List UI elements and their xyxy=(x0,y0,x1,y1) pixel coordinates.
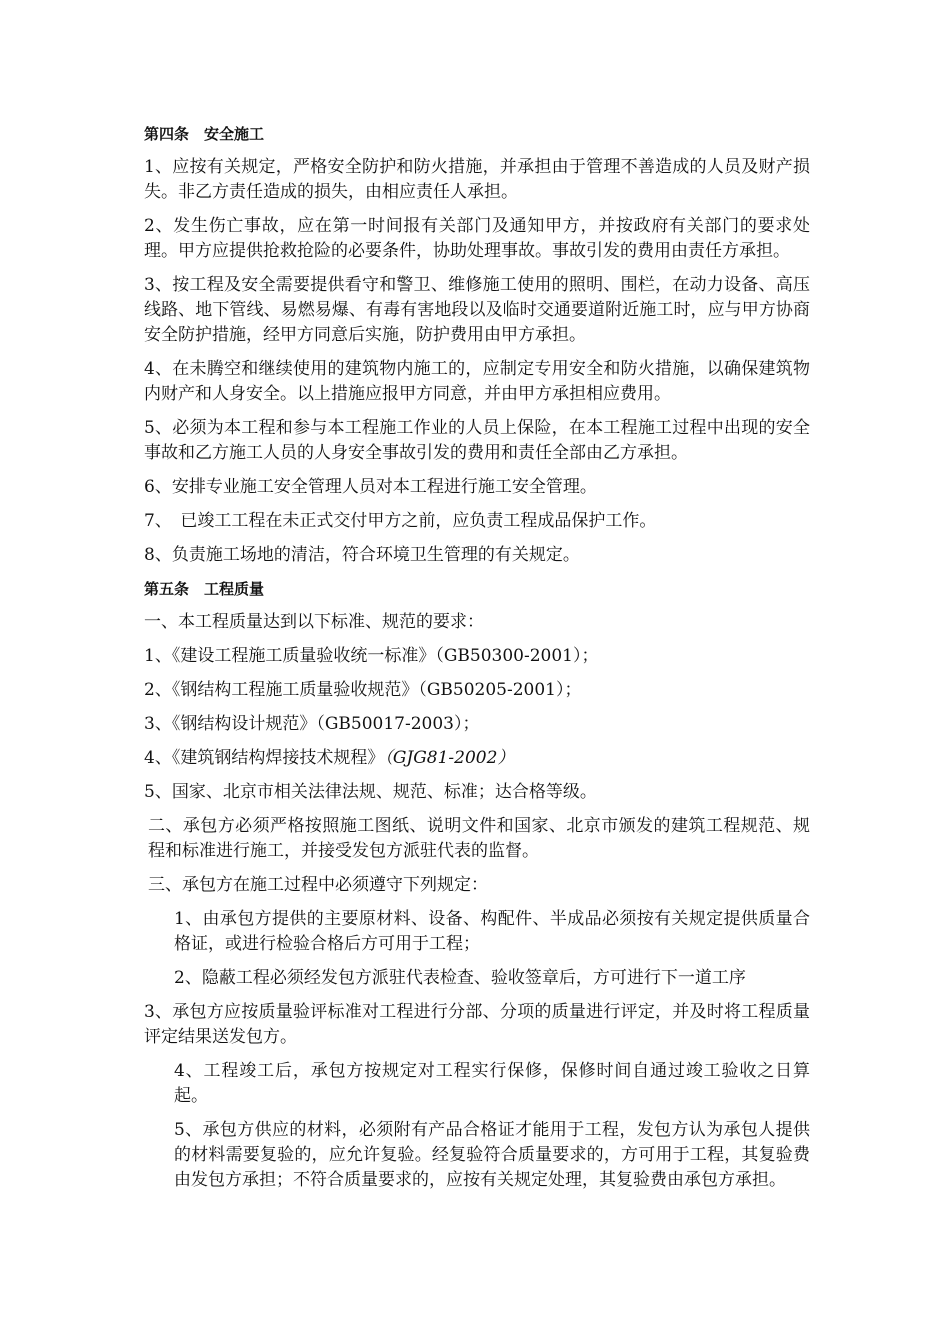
section-5-para-2: 二、承包方必须严格按照施工图纸、说明文件和国家、北京市颁发的建筑工程规范、规程和标准进行施工，并接受发包方派驻代表的监督。 xyxy=(148,816,810,861)
document-page xyxy=(144,122,810,1202)
section-5-heading: 第五条 工程质量 xyxy=(144,580,265,598)
section-5-para-3: 三、承包方在施工过程中必须遵守下列规定： xyxy=(148,875,488,895)
rule-2: 2、隐蔽工程必须经发包方派驻代表检查、验收签章后，方可进行下一道工序 xyxy=(174,968,746,988)
rule-5: 5、承包方供应的材料，必须附有产品合格证才能用于工程，发包方认为承包人提供的材料需要复验的，应允许复验。经复验符合质量要求的，方可用于工程，其复验费由发包方承担；不符合质量要求的，应按有关规定处理，其复验费由承包方承担。 xyxy=(174,1120,810,1190)
section-4-item-2: 2、发生伤亡事故，应在第一时间报有关部门及通知甲方，并按政府有关部门的要求处理。甲方应提供抢救抢险的必要条件，协助处理事故。事故引发的费用由责任方承担。 xyxy=(144,216,810,261)
standard-2: 2、《钢结构工程施工质量验收规范》（GB50205-2001）； xyxy=(144,680,582,700)
section-4-item-5: 5、必须为本工程和参与本工程施工作业的人员上保险，在本工程施工过程中出现的安全事故和乙方施工人员的人身安全事故引发的费用和责任全部由乙方承担。 xyxy=(144,418,810,463)
standard-3: 3、《钢结构设计规范》（GB50017-2003）； xyxy=(144,714,480,734)
rule-3: 3、承包方应按质量验评标准对工程进行分部、分项的质量进行评定，并及时将工程质量评定结果送发包方。 xyxy=(144,1002,810,1047)
section-4-item-3: 3、按工程及安全需要提供看守和警卫、维修施工使用的照明、围栏，在动力设备、高压线路、地下管线、易燃易爆、有毒有害地段以及临时交通要道附近施工时，应与甲方协商安全防护措施，经甲方同意后实施，防护费用由甲方承担。 xyxy=(144,275,810,345)
standard-1: 1、《建设工程施工质量验收统一标准》（GB50300-2001）； xyxy=(144,646,599,666)
section-4-item-7: 7、 已竣工工程在未正式交付甲方之前，应负责工程成品保护工作。 xyxy=(144,511,657,531)
standard-4-code: （GJG81-2002） xyxy=(384,748,515,768)
section-4-heading: 第四条 安全施工 xyxy=(144,125,265,143)
standard-5: 5、国家、北京市相关法律法规、规范、标准；达合格等级。 xyxy=(144,782,597,802)
section-4-item-4: 4、在未腾空和继续使用的建筑物内施工的，应制定专用安全和防火措施，以确保建筑物内财产和人身安全。以上措施应报甲方同意，并由甲方承担相应费用。 xyxy=(144,359,810,404)
section-4-item-1: 1、应按有关规定，严格安全防护和防火措施，并承担由于管理不善造成的人员及财产损失。非乙方责任造成的损失，由相应责任人承担。 xyxy=(144,157,810,202)
section-5-intro: 一、本工程质量达到以下标准、规范的要求： xyxy=(144,612,484,632)
section-4-item-6: 6、安排专业施工安全管理人员对本工程进行施工安全管理。 xyxy=(144,477,597,497)
standard-4 xyxy=(144,746,810,771)
rule-4: 4、工程竣工后，承包方按规定对工程实行保修，保修时间自通过竣工验收之日算起。 xyxy=(174,1061,810,1106)
rule-1: 1、由承包方提供的主要原材料、设备、构配件、半成品必须按有关规定提供质量合格证，或进行检验合格后方可用于工程； xyxy=(174,909,810,954)
section-4-item-8: 8、负责施工场地的清洁，符合环境卫生管理的有关规定。 xyxy=(144,545,580,565)
standard-4-title: 4、《建筑钢结构焊接技术规程》 xyxy=(144,748,385,768)
